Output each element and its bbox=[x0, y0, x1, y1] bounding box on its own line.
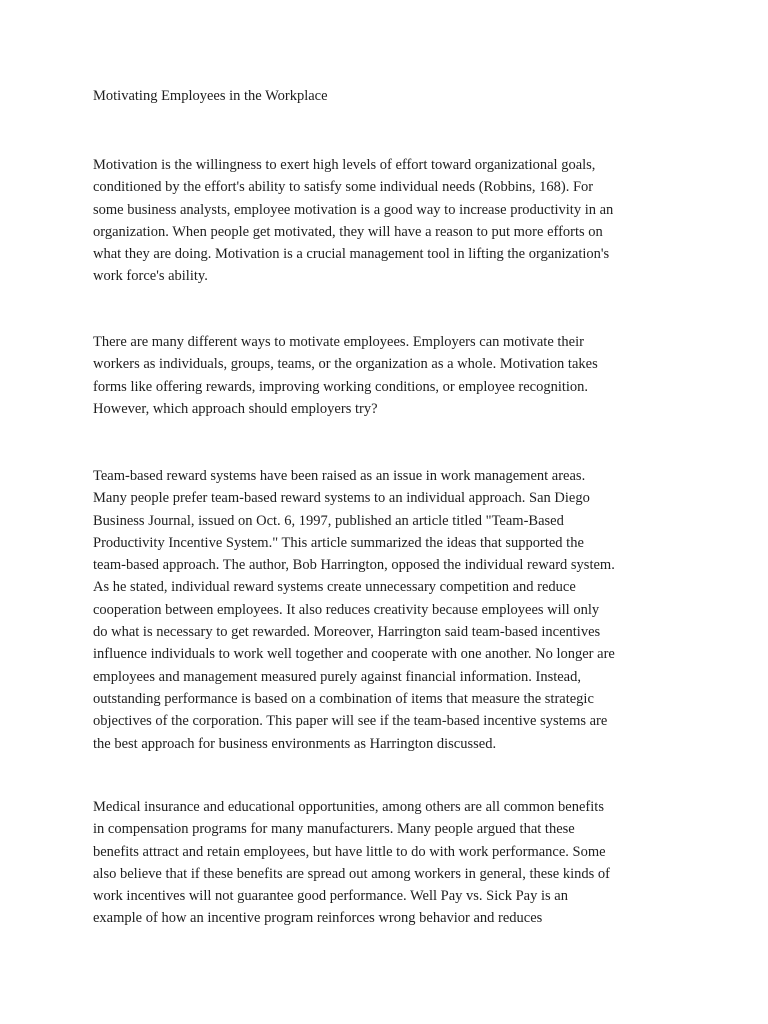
text-line: in compensation programs for many manufacturers. Many people argued that these bbox=[93, 821, 575, 838]
text-line: Many people prefer team-based reward systems to an individual approach. San Diego bbox=[93, 490, 590, 507]
text-line: example of how an incentive program reinforces wrong behavior and reduces bbox=[93, 910, 543, 927]
text-line: cooperation between employees. It also reduces creativity because employees will only bbox=[93, 601, 600, 618]
paragraph-2 bbox=[93, 331, 693, 420]
text-line: objectives of the corporation. This paper will see if the team-based incentive systems are bbox=[93, 713, 608, 730]
paragraph-3 bbox=[93, 465, 693, 755]
paragraph-4 bbox=[93, 796, 693, 930]
text-line: forms like offering rewards, improving working conditions, or employee recognition. bbox=[93, 378, 589, 395]
text-line: Medical insurance and educational opportunities, among others are all common benefits bbox=[93, 799, 604, 815]
text-line: However, which approach should employers try? bbox=[93, 400, 378, 417]
text-line: influence individuals to work well together and cooperate with one another. No longer are bbox=[93, 646, 615, 663]
text-line: There are many different ways to motivate employees. Employers can motivate their bbox=[93, 334, 584, 350]
text-line: benefits attract and retain employees, but have little to do with work performance. Some bbox=[93, 843, 606, 860]
text-line: conditioned by the effort's ability to satisfy some individual needs (Robbins, 168). For bbox=[93, 179, 594, 196]
text-line: outstanding performance is based on a combination of items that measure the strategic bbox=[93, 690, 594, 707]
text-line: what they are doing. Motivation is a crucial management tool in lifting the organization's bbox=[93, 246, 610, 263]
text-line: Business Journal, issued on Oct. 6, 1997, published an article titled "Team-Based bbox=[93, 512, 564, 529]
text-line: work incentives will not guarantee good performance. Well Pay vs. Sick Pay is an bbox=[93, 888, 568, 905]
text-line: employees and management measured purely against financial information. Instead, bbox=[93, 668, 581, 685]
document-title: Motivating Employees in the Workplace bbox=[93, 88, 328, 104]
text-line: work force's ability. bbox=[93, 268, 208, 285]
text-line: Team-based reward systems have been raised as an issue in work management areas. bbox=[93, 468, 586, 484]
text-line: organization. When people get motivated, they will have a reason to put more efforts on bbox=[93, 223, 603, 240]
text-line: some business analysts, employee motivation is a good way to increase productivity in an bbox=[93, 201, 614, 218]
text-line: do what is necessary to get rewarded. Moreover, Harrington said team-based incentives bbox=[93, 624, 601, 641]
text-line: As he stated, individual reward systems create unnecessary competition and reduce bbox=[93, 579, 576, 596]
text-line: team-based approach. The author, Bob Harrington, opposed the individual reward system. bbox=[93, 557, 615, 574]
paragraph-1 bbox=[93, 154, 693, 288]
text-line: Productivity Incentive System." This article summarized the ideas that supported the bbox=[93, 534, 584, 551]
text-line: also believe that if these benefits are spread out among workers in general, these kinds of bbox=[93, 865, 610, 882]
text-line: workers as individuals, groups, teams, or the organization as a whole. Motivation takes bbox=[93, 356, 598, 373]
text-line: the best approach for business environments as Harrington discussed. bbox=[93, 735, 497, 752]
text-line: Motivation is the willingness to exert high levels of effort toward organizational goals, bbox=[93, 157, 596, 173]
